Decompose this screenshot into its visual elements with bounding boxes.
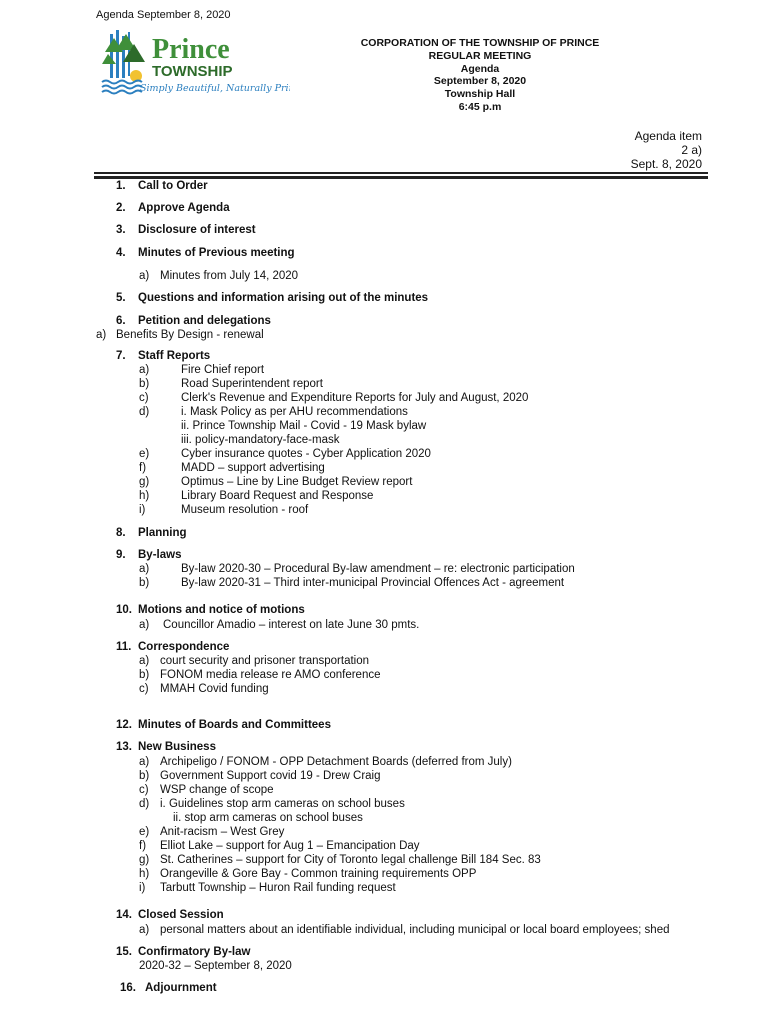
subitem-text: Tarbutt Township – Huron Rail funding request (160, 882, 396, 894)
subitem-text: Cyber insurance quotes - Cyber Application 2020 (181, 448, 431, 460)
subitem-text: St. Catherines – support for City of Toronto legal challenge Bill 184 Sec. 83 (160, 854, 541, 866)
subitem-letter: a) (139, 270, 150, 282)
item-number: 13. (116, 741, 132, 753)
subitem-letter: a) (139, 364, 150, 376)
item-title: Adjournment (145, 982, 217, 994)
agenda-item-6 (0, 315, 770, 329)
org-name: CORPORATION OF THE TOWNSHIP OF PRINCE (360, 37, 600, 49)
subitem-text: i. Mask Policy as per AHU recommendations (181, 406, 408, 418)
subitem-text: FONOM media release re AMO conference (160, 669, 381, 681)
subitem-letter: b) (139, 577, 150, 589)
item-title: Minutes of Previous meeting (138, 247, 295, 259)
item-title: Minutes of Boards and Committees (138, 719, 331, 731)
subitem-text: MMAH Covid funding (160, 683, 269, 695)
agenda-item-10 (0, 604, 770, 618)
subitem-text: Elliot Lake – support for Aug 1 – Emancipation Day (160, 840, 420, 852)
item-title: Confirmatory By-law (138, 946, 251, 958)
item-number: 16. (120, 982, 136, 994)
item-number: 14. (116, 909, 132, 921)
agenda-item-9 (0, 549, 770, 563)
item-title: Questions and information arising out of the minutes (138, 292, 429, 304)
item-number: 10. (116, 604, 132, 616)
subitem-letter: f) (139, 840, 147, 852)
agenda-reference (631, 129, 702, 171)
agenda-item-3 (0, 224, 770, 238)
subitem-text: Library Board Request and Response (181, 490, 374, 502)
subitem-text: Road Superintendent report (181, 378, 323, 390)
subitem-text: iii. policy-mandatory-face-mask (181, 434, 340, 446)
subitem-letter: g) (139, 854, 150, 866)
agenda-subitem (0, 882, 770, 896)
item-title: New Business (138, 741, 216, 753)
item-number: 15. (116, 946, 132, 958)
township-logo (100, 28, 290, 98)
item-title: Disclosure of interest (138, 224, 256, 236)
agenda-subitem (0, 378, 770, 392)
meeting-header (330, 37, 630, 114)
agenda-subitem (0, 854, 770, 868)
item-number: 8. (116, 527, 126, 539)
subitem-text: WSP change of scope (160, 784, 274, 796)
subitem-text: ii. stop arm cameras on school buses (173, 812, 363, 824)
subitem-letter: a) (139, 655, 150, 667)
meeting-type: REGULAR MEETING (428, 49, 532, 62)
agenda-item-11 (0, 641, 770, 655)
agenda-item-12 (0, 719, 770, 733)
item-title: Planning (138, 527, 187, 539)
agenda-subitem (0, 619, 770, 633)
meeting-time: 6:45 p.m (458, 100, 502, 113)
subitem-text: Clerk's Revenue and Expenditure Reports for July and August, 2020 (181, 392, 529, 404)
agenda-item-8 (0, 527, 770, 541)
agenda-item-15 (0, 946, 770, 960)
agenda-subitem (0, 563, 770, 577)
item-number: 2. (116, 202, 126, 214)
subitem-letter: h) (139, 868, 150, 880)
item-title: Petition and delegations (138, 315, 271, 327)
agenda-item-16 (0, 982, 770, 996)
agenda-subitem (0, 924, 770, 938)
logo-name: Prince (152, 34, 230, 65)
subitem-letter: i) (139, 504, 146, 516)
subitem-letter: a) (96, 329, 107, 341)
subitem-text: 2020-32 – September 8, 2020 (139, 960, 292, 972)
divider-line (94, 172, 708, 174)
subitem-text: court security and prisoner transportation (160, 655, 370, 667)
item-number: 9. (116, 549, 126, 561)
agenda-subitem (0, 476, 770, 490)
agenda-subitem (0, 420, 770, 434)
item-number: 3. (116, 224, 126, 236)
subitem-text: Minutes from July 14, 2020 (160, 270, 299, 282)
subitem-letter: a) (139, 924, 150, 936)
agenda-subitem (0, 392, 770, 406)
subitem-letter: d) (139, 406, 150, 418)
agenda-subitem (0, 434, 770, 448)
subitem-letter: h) (139, 490, 150, 502)
agenda-subitem (0, 577, 770, 591)
agenda-subitem (0, 669, 770, 683)
agenda-subitem (0, 448, 770, 462)
item-number: 5. (116, 292, 126, 304)
item-title: By-laws (138, 549, 182, 561)
subitem-letter: b) (139, 770, 150, 782)
subitem-letter: f) (139, 462, 147, 474)
agenda-subitem (0, 490, 770, 504)
item-number: 12. (116, 719, 132, 731)
subitem-letter: c) (139, 683, 149, 695)
agenda-subitem (0, 504, 770, 518)
document-type: Agenda (460, 62, 500, 75)
header-date-label: Agenda September 8, 2020 (96, 9, 231, 21)
ref-date: Sept. 8, 2020 (630, 157, 702, 171)
subitem-letter: c) (139, 392, 149, 404)
agenda-item-2 (0, 202, 770, 216)
subitem-letter: a) (139, 756, 150, 768)
agenda-subitem (0, 329, 770, 343)
item-title: Correspondence (138, 641, 230, 653)
agenda-item-14 (0, 909, 770, 923)
item-number: 6. (116, 315, 126, 327)
item-title: Closed Session (138, 909, 224, 921)
subitem-text: Orangeville & Gore Bay - Common training requirements OPP (160, 868, 477, 880)
agenda-item-5 (0, 292, 770, 306)
meeting-date: September 8, 2020 (433, 75, 527, 88)
divider-line-thick (94, 176, 708, 179)
agenda-subitem (0, 812, 770, 826)
agenda-subitem (0, 784, 770, 798)
subitem-letter: b) (139, 669, 150, 681)
subitem-text: Anit-racism – West Grey (160, 826, 285, 838)
agenda-subitem (0, 683, 770, 697)
agenda-subitem (0, 364, 770, 378)
subitem-letter: a) (139, 619, 150, 631)
agenda-subitem (0, 655, 770, 669)
subitem-text: Museum resolution - roof (181, 504, 309, 516)
logo-graphic (100, 28, 290, 98)
agenda-item-7 (0, 350, 770, 364)
item-number: 7. (116, 350, 126, 362)
item-number: 4. (116, 247, 126, 259)
agenda-subitem (0, 462, 770, 476)
subitem-text: Archipeligo / FONOM - OPP Detachment Boards (deferred from July) (160, 756, 512, 768)
item-number: 1. (116, 180, 126, 192)
agenda-subitem (0, 406, 770, 420)
agenda-subitem (0, 960, 770, 974)
subitem-text: i. Guidelines stop arm cameras on school buses (160, 798, 405, 810)
agenda-subitem (0, 868, 770, 882)
subitem-letter: d) (139, 798, 150, 810)
agenda-subitem (0, 826, 770, 840)
ref-item: 2 a) (681, 143, 702, 157)
agenda-subitem (0, 270, 770, 284)
agenda-item-4 (0, 247, 770, 261)
subitem-text: By-law 2020-31 – Third inter-municipal Provincial Offences Act - agreement (181, 577, 565, 589)
ref-label: Agenda item (634, 129, 702, 143)
agenda-subitem (0, 770, 770, 784)
agenda-item-13 (0, 741, 770, 755)
item-title: Motions and notice of motions (138, 604, 305, 616)
subitem-text: Fire Chief report (181, 364, 265, 376)
subitem-letter: c) (139, 784, 149, 796)
subitem-letter: e) (139, 448, 150, 460)
subitem-text: Optimus – Line by Line Budget Review report (181, 476, 413, 488)
item-title: Call to Order (138, 180, 208, 192)
agenda-subitem (0, 840, 770, 854)
agenda-item-1 (0, 180, 770, 194)
item-title: Staff Reports (138, 350, 211, 362)
item-number: 11. (116, 641, 132, 653)
subitem-letter: b) (139, 378, 150, 390)
subitem-letter: g) (139, 476, 150, 488)
meeting-location: Township Hall (444, 88, 516, 101)
agenda-subitem (0, 756, 770, 770)
subitem-text: Benefits By Design - renewal (116, 329, 264, 341)
subitem-text: ii. Prince Township Mail - Covid - 19 Mask bylaw (181, 420, 427, 432)
subitem-text: MADD – support advertising (181, 462, 325, 474)
logo-tagline: Simply Beautiful, Naturally Prince (140, 83, 290, 94)
subitem-text: Councillor Amadio – interest on late June 30 pmts. (163, 619, 420, 631)
subitem-text: Government Support covid 19 - Drew Craig (160, 770, 381, 782)
subitem-letter: e) (139, 826, 150, 838)
logo-township: TOWNSHIP (152, 63, 233, 80)
item-title: Approve Agenda (138, 202, 230, 214)
subitem-letter: a) (139, 563, 150, 575)
agenda-subitem (0, 798, 770, 812)
subitem-letter: i) (139, 882, 146, 894)
subitem-text: By-law 2020-30 – Procedural By-law amendment – re: electronic participation (181, 563, 575, 575)
subitem-text: personal matters about an identifiable individual, including municipal or local board employees; shed (160, 924, 670, 936)
